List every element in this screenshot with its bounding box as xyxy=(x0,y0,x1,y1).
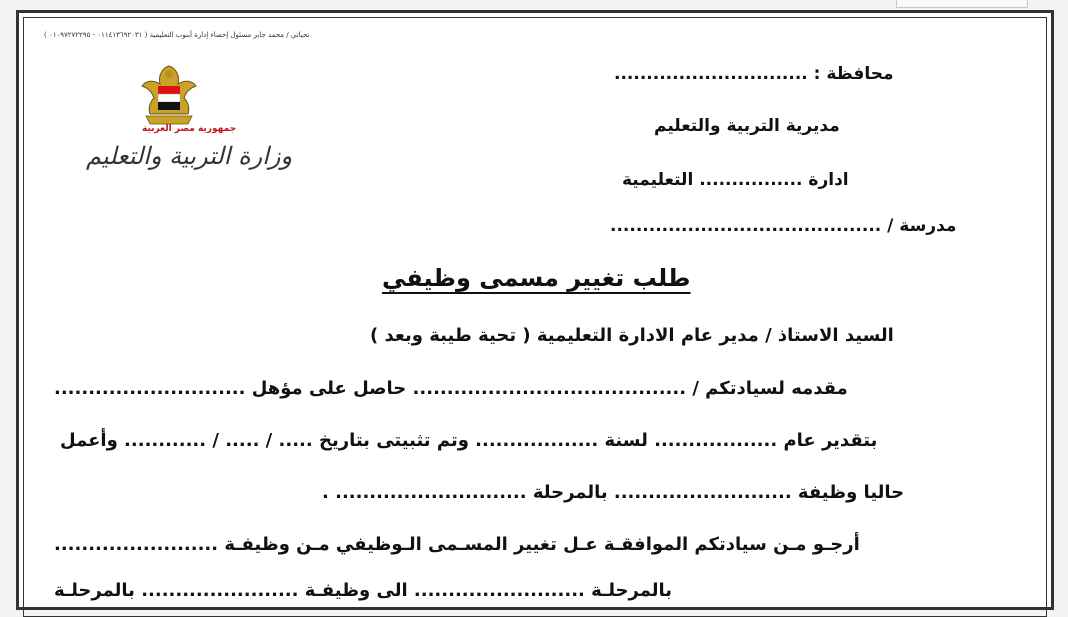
header-note: تحياتي / محمد جابر مسئول إحصاء إدارة أبنوب التعليمية ( ٠١١٤١٣٦٩٢٠٣١ - ٠١٠٩٧٢٧٢٢٩٥ ) xyxy=(44,31,310,39)
directorate-line: مديرية التربية والتعليم xyxy=(654,116,840,136)
body-line-5: بالمرحلـة ......................... الى وظيفـة ....................... بالمرحلـة xyxy=(54,580,673,601)
emblem-country-text: جمهورية مصر العربية xyxy=(142,124,237,134)
ministry-logo xyxy=(84,58,293,188)
emblem-ministry-text: وزارة التربية والتعليم xyxy=(86,142,293,170)
addressee-line: السيد الاستاذ / مدير عام الادارة التعليمية ( تحية طيبة وبعد ) xyxy=(370,325,894,346)
school-line: مدرسة / .......................................... xyxy=(610,216,957,236)
body-line-1: مقدمه لسيادتكم / ........................................ حاصل على مؤهل ............................ xyxy=(54,378,848,399)
governorate-line: محافظة : .............................. xyxy=(614,64,894,84)
body-line-3: حاليا وظيفة .......................... بالمرحلة ............................ . xyxy=(322,482,905,503)
window-corner xyxy=(896,0,1028,8)
body-line-4: أرجـو مـن سيادتكم الموافقـة عـل تغيير المسـمى الـوظيفي مـن وظيفـة ........................ xyxy=(54,534,860,555)
administration-line: ادارة ................ التعليمية xyxy=(622,170,849,190)
body-line-2: بتقدير عام .................. لسنة .................. وتم تثبيتى بتاريخ ..... / ..... / ............ وأعمل xyxy=(60,430,878,451)
form-title: طلب تغيير مسمى وظيفي xyxy=(382,264,691,292)
